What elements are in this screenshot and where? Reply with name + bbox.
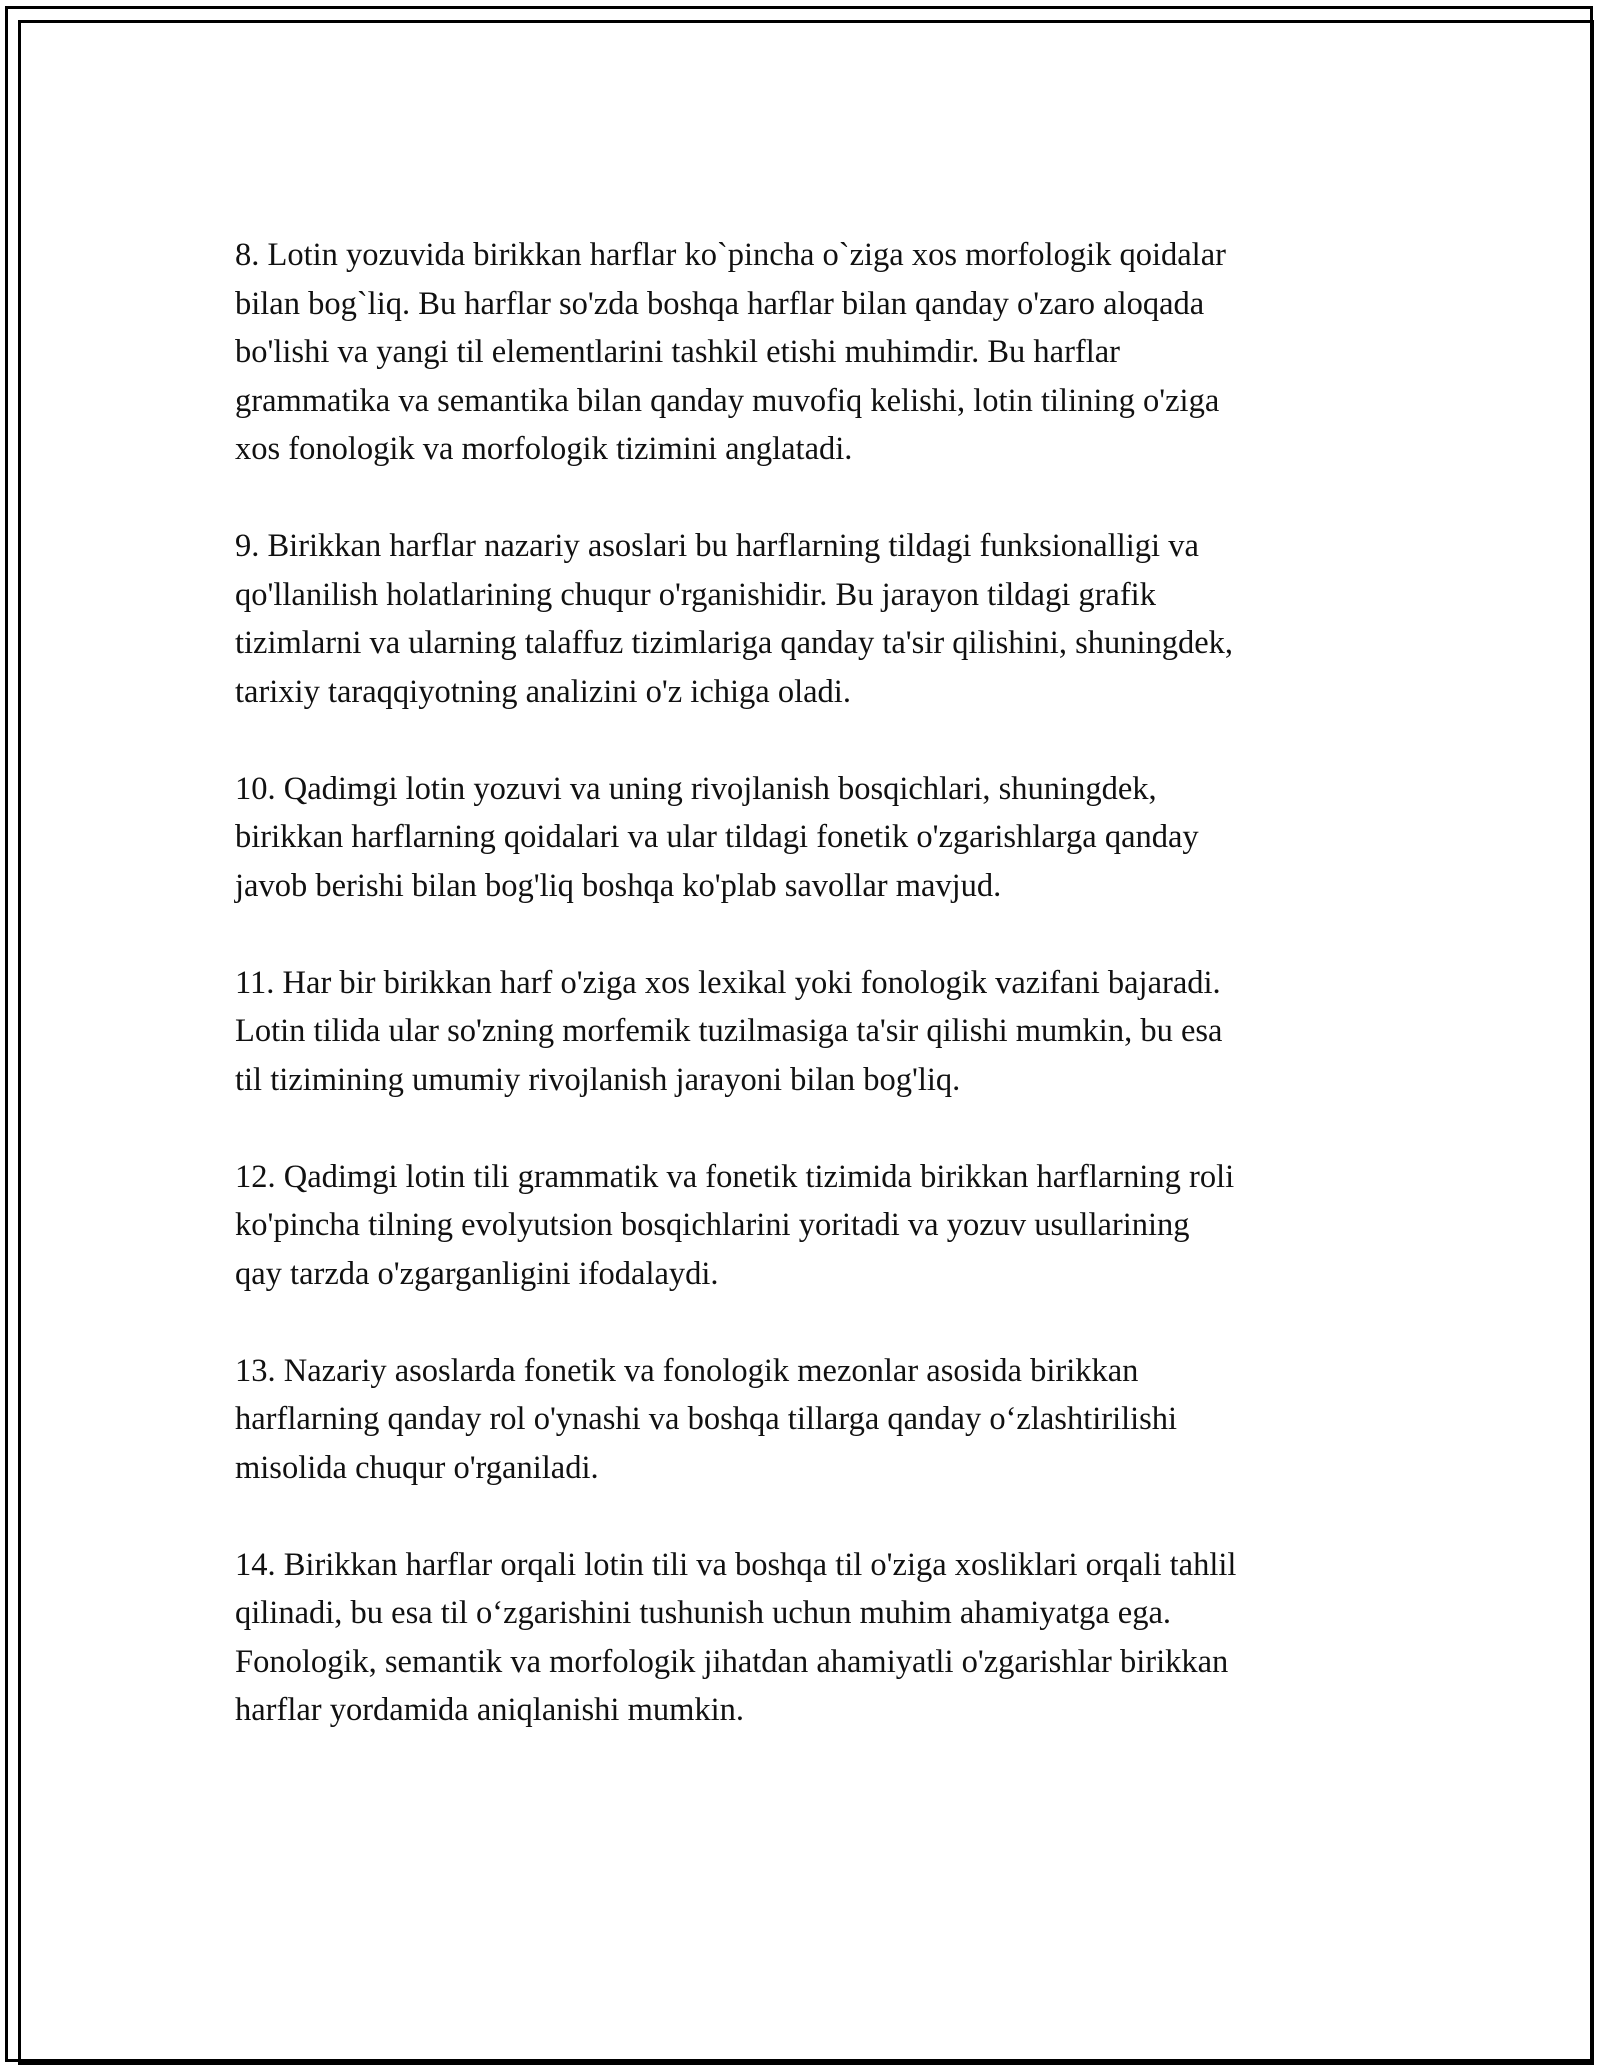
text-line: 12. Qadimgi lotin tili grammatik va fonetik tizimida birikkan harflarning roli <box>235 1158 1235 1195</box>
text-line: bilan bog`liq. Bu harflar so'zda boshqa harflar bilan qanday o'zaro aloqada <box>235 285 1205 322</box>
text-line: tizimlarni va ularning talaffuz tizimlariga qanday ta'sir qilishini, shuningdek, <box>235 625 1234 661</box>
text-line: xos fonologik va morfologik tizimini anglatadi. <box>235 431 853 467</box>
text-line: Lotin tilida ular so'zning morfemik tuzilmasiga ta'sir qilishi mumkin, bu esa <box>235 1013 1223 1049</box>
text-line: 9. Birikkan harflar nazariy asoslari bu harflarning tildagi funksionalligi va <box>235 528 1199 564</box>
text-line: grammatika va semantika bilan qanday muvofiq kelishi, lotin tilining o'ziga <box>235 382 1220 419</box>
text-line: qay tarzda o'zgarganligini ifodalaydi. <box>235 1255 719 1292</box>
text-line: javob berishi bilan bog'liq boshqa ko'plab savollar mavjud. <box>235 867 1002 904</box>
text-line: harflar yordamida aniqlanishi mumkin. <box>235 1692 745 1728</box>
text-line: til tizimining umumiy rivojlanish jarayoni bilan bog'liq. <box>235 1061 961 1098</box>
text-line: 14. Birikkan harflar orqali lotin tili va boshqa til o'ziga xosliklari orqali tahlil <box>235 1546 1237 1583</box>
paragraph-9 <box>235 522 1385 716</box>
paragraph-8 <box>235 231 1385 474</box>
text-line: 13. Nazariy asoslarda fonetik va fonologik mezonlar asosida birikkan <box>235 1352 1139 1389</box>
text-line: ko'pincha tilning evolyutsion bosqichlarini yoritadi va yozuv usullarining <box>235 1207 1190 1243</box>
text-line: Fonologik, semantik va morfologik jihatdan ahamiyatli o'zgarishlar birikkan <box>235 1643 1229 1680</box>
text-line: tarixiy taraqqiyotning analizini o'z ichiga oladi. <box>235 673 851 710</box>
text-line: 11. Har bir birikkan harf o'ziga xos lexikal yoki fonologik vazifani bajaradi. <box>235 964 1221 1001</box>
text-line: birikkan harflarning qoidalari va ular tildagi fonetik o'zgarishlarga qanday <box>235 819 1199 855</box>
paragraph-10 <box>235 765 1385 911</box>
document-body <box>235 231 1385 1735</box>
text-line: harflarning qanday rol o'ynashi va boshqa tillarga qanday o‘zlashtirilishi <box>235 1401 1178 1437</box>
paragraph-12 <box>235 1153 1385 1299</box>
paragraph-13 <box>235 1347 1385 1493</box>
text-line: qo'llanilish holatlarining chuqur o'rganishidir. Bu jarayon tildagi grafik <box>235 576 1156 613</box>
text-line: 8. Lotin yozuvida birikkan harflar ko`pincha o`ziga xos morfologik qoidalar <box>235 237 1226 273</box>
text-line: qilinadi, bu esa til o‘zgarishini tushunish uchun muhim ahamiyatga ega. <box>235 1595 1171 1631</box>
paragraph-11 <box>235 959 1385 1105</box>
text-line: 10. Qadimgi lotin yozuvi va uning rivojlanish bosqichlari, shuningdek, <box>235 770 1157 807</box>
paragraph-14 <box>235 1541 1385 1735</box>
text-line: misolida chuqur o'rganiladi. <box>235 1449 599 1486</box>
text-line: bo'lishi va yangi til elementlarini tashkil etishi muhimdir. Bu harflar <box>235 334 1121 370</box>
